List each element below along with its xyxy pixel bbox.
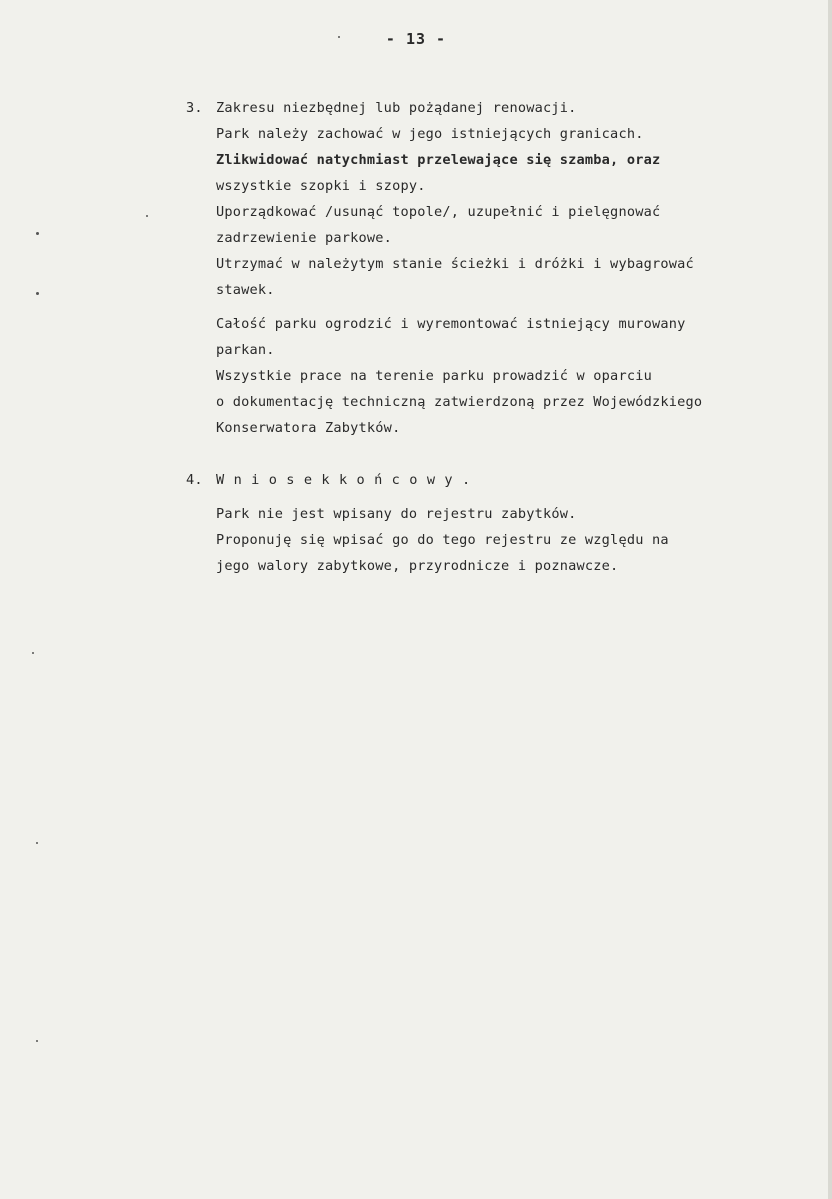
section-3-line: Park należy zachować w jego istniejących granicach. — [216, 126, 644, 142]
section-3-line: Konserwatora Zabytków. — [216, 420, 401, 436]
section-3-number: 3. — [186, 100, 203, 116]
section-4-heading: W n i o s e k k o ń c o w y . — [216, 472, 471, 488]
scan-speck — [36, 292, 39, 295]
page-edge — [828, 0, 832, 1199]
section-4-number: 4. — [186, 472, 203, 488]
section-4-line: jego walory zabytkowe, przyrodnicze i poznawcze. — [216, 558, 619, 574]
scan-speck — [32, 652, 34, 654]
scan-speck — [36, 232, 39, 235]
section-3-line: Wszystkie prace na terenie parku prowadzić w oparciu — [216, 368, 652, 384]
section-3-line: zadrzewienie parkowe. — [216, 230, 393, 246]
scan-speck — [146, 215, 148, 217]
section-3-heading: Zakresu niezbędnej lub pożądanej renowacji. — [216, 100, 577, 116]
section-3-line: Zlikwidować natychmiast przelewające się szamba, oraz — [216, 152, 661, 168]
section-3-line: o dokumentację techniczną zatwierdzoną przez Wojewódzkiego — [216, 394, 703, 410]
scan-speck — [36, 842, 38, 844]
section-3-line: wszystkie szopki i szopy. — [216, 178, 426, 194]
section-3-line: stawek. — [216, 282, 275, 298]
section-3-line: Uporządkować /usunąć topole/, uzupełnić i pielęgnować — [216, 204, 661, 220]
section-4-line: Park nie jest wpisany do rejestru zabytków. — [216, 506, 577, 522]
section-4-line: Proponuję się wpisać go do tego rejestru ze względu na — [216, 532, 669, 548]
page-number: - 13 - — [385, 30, 447, 48]
scan-speck — [338, 36, 340, 38]
section-3-line: Utrzymać w należytym stanie ścieżki i dróżki i wybagrować — [216, 256, 694, 272]
section-3-line: parkan. — [216, 342, 275, 358]
section-3-line: Całość parku ogrodzić i wyremontować istniejący murowany — [216, 316, 686, 332]
scan-speck — [36, 1040, 38, 1042]
